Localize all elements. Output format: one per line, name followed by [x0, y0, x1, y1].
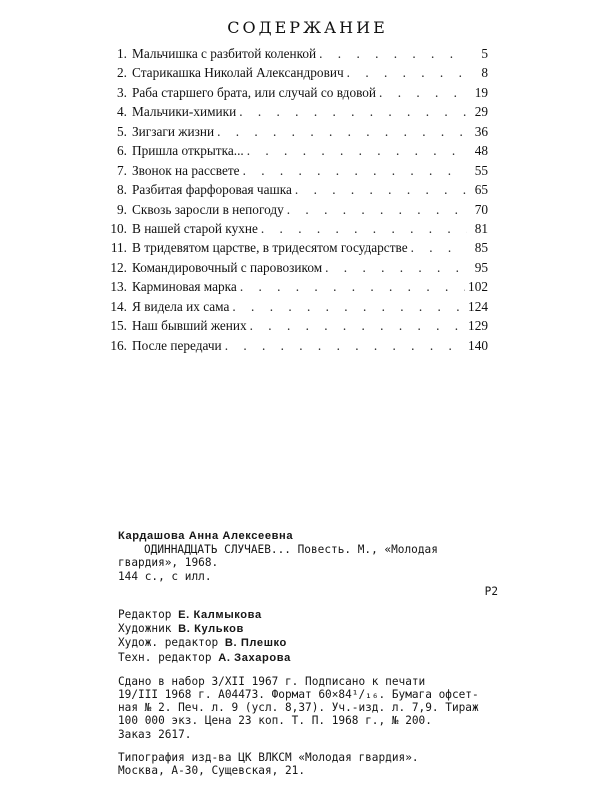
toc-entry-number: 13. — [110, 279, 127, 295]
toc-entry — [108, 338, 488, 357]
toc-entry-number: 4. — [117, 104, 127, 120]
toc-entry-number: 5. — [117, 123, 127, 139]
toc-entry-title: После передачи — [132, 337, 222, 353]
toc-entry-page: 81 — [474, 220, 488, 236]
toc-entry-number: 1. — [117, 46, 127, 61]
toc-entry-page: 55 — [474, 162, 488, 178]
toc-entry-title: В тридевятом царстве, в тридесятом государстве — [132, 240, 408, 256]
dot-leader — [411, 240, 467, 256]
artist-label: Художник — [118, 622, 172, 636]
printer-detail-line: Типография изд-ва ЦК ВЛКСМ «Молодая гвардия». — [118, 750, 419, 764]
print-details — [118, 675, 498, 741]
toc-entry-number: 14. — [110, 298, 127, 314]
toc-entry-title: Старикашка Николай Александрович — [132, 65, 344, 81]
dot-leader — [325, 260, 467, 276]
toc-entry-number: 8. — [117, 182, 127, 198]
toc-entry-number: 6. — [117, 143, 127, 159]
toc-entry-number: 3. — [117, 84, 127, 100]
art-editor-label: Худож. редактор — [118, 636, 219, 650]
table-of-contents — [108, 46, 488, 357]
toc-entry — [108, 124, 488, 143]
toc-entry — [108, 143, 488, 162]
dot-leader — [287, 202, 467, 218]
artist-credit — [118, 622, 498, 636]
toc-entry — [108, 104, 488, 123]
toc-entry-page: 48 — [474, 143, 488, 159]
book-description: гвардия», 1968. — [118, 556, 219, 570]
dot-leader — [240, 279, 465, 295]
printer-details — [118, 751, 498, 777]
author-name: Кардашова Анна Алексеевна — [118, 530, 294, 542]
tech-editor-credit — [118, 651, 498, 665]
toc-entry-number: 11. — [110, 240, 127, 256]
toc-entry-page: 29 — [474, 104, 488, 120]
toc-entry-number: 12. — [110, 259, 127, 275]
toc-entry — [108, 318, 488, 337]
toc-entry-title: Карминовая марка — [132, 279, 237, 295]
editor-credit — [118, 608, 498, 622]
toc-entry-number: 10. — [110, 220, 127, 236]
toc-entry-page: 36 — [474, 123, 488, 139]
toc-entry — [108, 202, 488, 221]
dot-leader — [379, 85, 467, 101]
print-detail-line: Заказ 2617. — [118, 727, 192, 741]
dot-leader — [250, 318, 465, 334]
toc-entry — [108, 299, 488, 318]
toc-entry-page: 85 — [474, 240, 488, 256]
book-pages: 144 с., с илл. — [118, 569, 212, 583]
toc-entry-page: 19 — [474, 84, 488, 100]
toc-entry-title: Мальчики-химики — [132, 104, 237, 120]
toc-entry-page: 129 — [468, 318, 488, 334]
dot-leader — [247, 143, 467, 159]
book-description: ОДИННАДЦАТЬ СЛУЧАЕВ... Повесть. М., «Молодая — [144, 543, 438, 557]
dot-leader — [295, 182, 467, 198]
dot-leader — [217, 124, 467, 140]
toc-entry-number: 16. — [110, 337, 127, 353]
printer-detail-line: Москва, А-30, Сущевская, 21. — [118, 764, 306, 778]
imprint-block — [118, 530, 498, 777]
toc-entry — [108, 65, 488, 84]
toc-entry — [108, 240, 488, 259]
toc-entry-page: 8 — [481, 65, 488, 81]
toc-entry-title: Пришла открытка... — [132, 143, 244, 159]
art-editor-credit — [118, 636, 498, 650]
toc-entry — [108, 182, 488, 201]
tech-editor-label: Техн. редактор — [118, 650, 212, 664]
print-detail-line: 100 000 экз. Цена 23 коп. Т. П. 1968 г., № 200. — [118, 714, 432, 728]
toc-entry-number: 9. — [117, 201, 127, 217]
toc-entry-page: 5 — [481, 46, 488, 61]
toc-entry-title: Зигзаги жизни — [132, 123, 215, 139]
print-detail-line: 19/III 1968 г. А04473. Формат 60×84¹/₁₆. Бумага офсет- — [118, 688, 479, 702]
toc-entry-page: 124 — [468, 298, 488, 314]
toc-entry-page: 95 — [474, 259, 488, 275]
toc-entry-title: Командировочный с паровозиком — [132, 259, 323, 275]
artist-name: В. Кульков — [178, 623, 244, 636]
toc-entry-page: 65 — [474, 182, 488, 198]
toc-entry-title: В нашей старой кухне — [132, 220, 258, 236]
dot-leader — [261, 221, 467, 237]
toc-entry — [108, 46, 488, 65]
tech-editor-name: А. Захарова — [218, 651, 291, 664]
toc-entry-title: Мальчишка с разбитой коленкой — [132, 46, 317, 61]
dot-leader — [232, 299, 465, 315]
toc-entry-number: 15. — [110, 318, 127, 334]
classification-code: Р2 — [484, 584, 498, 598]
dot-leader — [347, 65, 467, 81]
art-editor-name: В. Плешко — [224, 637, 287, 650]
toc-entry-title: Раба старшего брата, или случай со вдовой — [132, 84, 377, 100]
toc-entry — [108, 221, 488, 240]
toc-entry-page: 70 — [474, 201, 488, 217]
toc-entry — [108, 260, 488, 279]
page-title: СОДЕРЖАНИЕ — [227, 18, 388, 37]
print-detail-line: Сдано в набор 3/XII 1967 г. Подписано к печати — [118, 674, 426, 688]
dot-leader — [225, 338, 465, 354]
dot-leader — [239, 104, 467, 120]
toc-entry-title: Разбитая фарфоровая чашка — [132, 182, 292, 198]
dot-leader — [243, 163, 467, 179]
toc-entry-title: Я видела их сама — [132, 298, 230, 314]
toc-entry — [108, 279, 488, 298]
dot-leader — [319, 46, 467, 62]
toc-entry-title: Звонок на рассвете — [132, 162, 240, 178]
toc-entry-title: Наш бывший жених — [132, 318, 247, 334]
toc-entry-title: Сквозь заросли в непогоду — [132, 201, 284, 217]
toc-entry — [108, 85, 488, 104]
toc-entry-page: 102 — [468, 279, 488, 295]
toc-entry-page: 140 — [468, 337, 488, 353]
print-detail-line: ная № 2. Печ. л. 9 (усл. 8,37). Уч.-изд. л. 7,9. Тираж — [118, 701, 479, 715]
toc-entry-number: 7. — [117, 162, 127, 178]
editor-label: Редактор — [118, 608, 172, 622]
toc-entry-number: 2. — [117, 65, 127, 81]
editor-name: Е. Калмыкова — [178, 609, 262, 622]
toc-entry — [108, 163, 488, 182]
